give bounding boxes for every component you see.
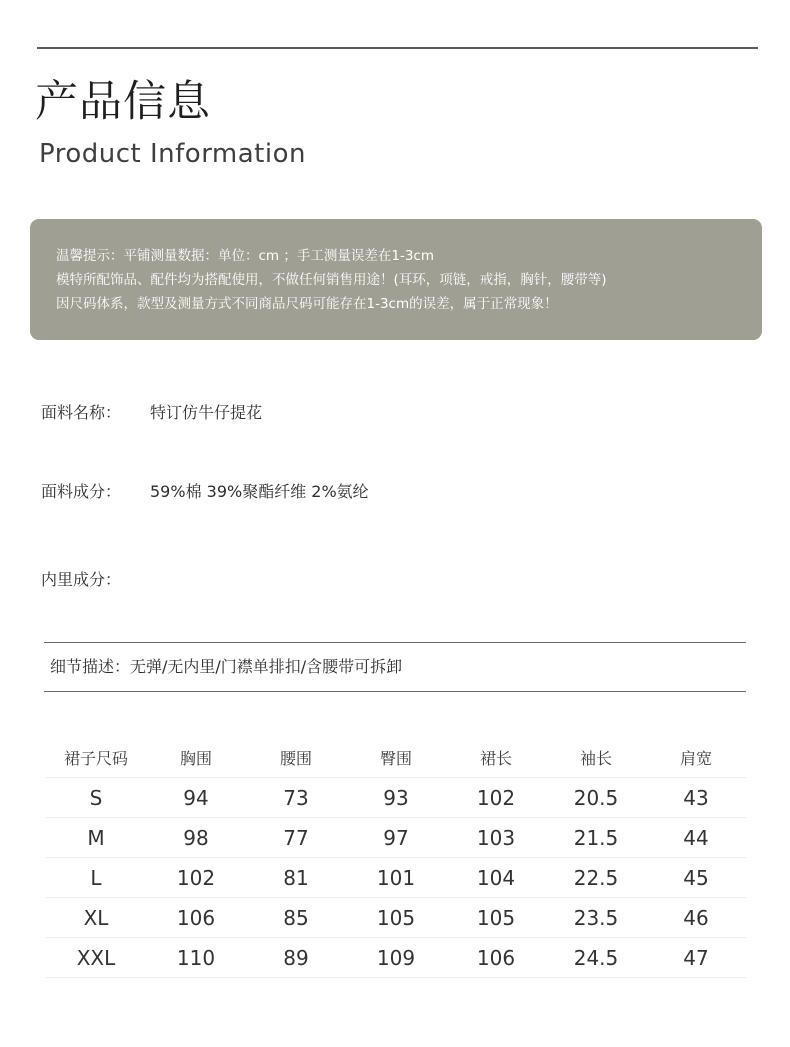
header-bust: 胸围	[146, 737, 246, 778]
table-cell: 89	[246, 938, 346, 978]
table-cell: 103	[446, 818, 546, 858]
header-size: 裙子尺码	[46, 737, 146, 778]
table-cell: 45	[646, 858, 746, 898]
table-cell: 73	[246, 778, 346, 818]
notice-line: 因尺码体系，款型及测量方式不同商品尺码可能存在1-3cm的误差，属于正常现象！	[56, 296, 558, 312]
table-cell: 46	[646, 898, 746, 938]
table-cell: 109	[346, 938, 446, 978]
table-cell: 81	[246, 858, 346, 898]
table-cell: 22.5	[546, 858, 646, 898]
lining-composition-row	[41, 567, 150, 590]
table-cell: 44	[646, 818, 746, 858]
header-hip: 臀围	[346, 737, 446, 778]
table-cell: XXL	[46, 938, 146, 978]
header-shoulder-width: 肩宽	[646, 737, 746, 778]
lining-composition-label: 内里成分：	[41, 570, 122, 589]
size-table-header-row	[46, 737, 746, 778]
table-cell: 24.5	[546, 938, 646, 978]
header-waist: 腰围	[246, 737, 346, 778]
table-cell: 102	[446, 778, 546, 818]
size-table	[46, 737, 746, 978]
page-subtitle: Product Information	[39, 139, 306, 169]
page-title: 产品信息	[35, 77, 211, 127]
table-row	[46, 778, 746, 818]
notice-line: 温馨提示：平铺测量数据：单位：cm ；手工测量误差在1-3cm	[56, 248, 434, 264]
fabric-composition-label: 面料成分：	[41, 482, 122, 501]
table-cell: 94	[146, 778, 246, 818]
table-cell: 97	[346, 818, 446, 858]
table-cell: 47	[646, 938, 746, 978]
table-cell: 104	[446, 858, 546, 898]
table-cell: S	[46, 778, 146, 818]
detail-description: 细节描述：无弹/无内里/门襟单排扣/含腰带可拆卸	[50, 657, 403, 676]
detail-top-divider	[44, 642, 746, 643]
table-cell: 93	[346, 778, 446, 818]
table-row	[46, 898, 746, 938]
table-cell: XL	[46, 898, 146, 938]
top-divider	[37, 47, 758, 49]
table-cell: M	[46, 818, 146, 858]
notice-box	[30, 219, 762, 340]
fabric-composition-row	[41, 479, 369, 502]
header-dress-length: 裙长	[446, 737, 546, 778]
table-cell: 105	[446, 898, 546, 938]
table-cell: 102	[146, 858, 246, 898]
header-sleeve-length: 袖长	[546, 737, 646, 778]
fabric-composition-value: 59%棉 39%聚酯纤维 2%氨纶	[150, 482, 369, 501]
table-cell: 21.5	[546, 818, 646, 858]
table-row	[46, 818, 746, 858]
table-cell: 110	[146, 938, 246, 978]
notice-line: 模特所配饰品、配件均为搭配使用，不做任何销售用途！(耳环，项链，戒指，胸针，腰带等)	[56, 272, 607, 288]
table-row	[46, 858, 746, 898]
table-row	[46, 938, 746, 978]
table-cell: L	[46, 858, 146, 898]
table-cell: 43	[646, 778, 746, 818]
detail-bottom-divider	[44, 691, 746, 692]
table-cell: 106	[146, 898, 246, 938]
table-cell: 101	[346, 858, 446, 898]
table-cell: 23.5	[546, 898, 646, 938]
fabric-name-label: 面料名称：	[41, 403, 122, 422]
table-cell: 20.5	[546, 778, 646, 818]
table-cell: 106	[446, 938, 546, 978]
table-cell: 98	[146, 818, 246, 858]
fabric-name-row	[41, 400, 262, 423]
table-cell: 85	[246, 898, 346, 938]
fabric-name-value: 特订仿牛仔提花	[150, 403, 263, 422]
table-cell: 105	[346, 898, 446, 938]
table-cell: 77	[246, 818, 346, 858]
